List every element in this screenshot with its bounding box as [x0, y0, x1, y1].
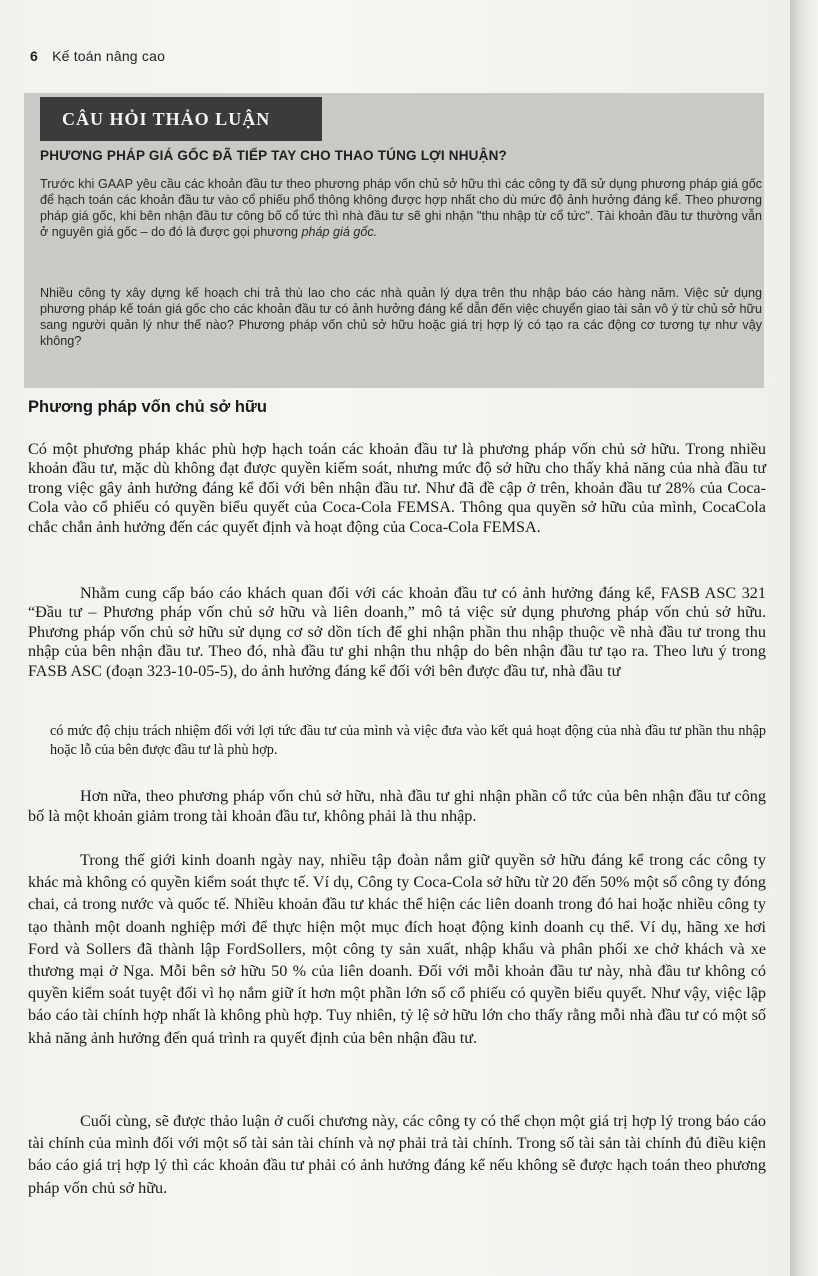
italic-term: pháp giá gốc.: [301, 225, 378, 239]
running-header: [30, 48, 165, 64]
body-paragraph-3: Hơn nữa, theo phương pháp vốn chủ sở hữu, nhà đầu tư ghi nhận phần cổ tức của bên nhận đầu tư công bố là một khoản giảm trong tài khoản đầu tư, không phải là thu nhập.: [28, 787, 766, 825]
body-paragraph-1: Có một phương pháp khác phù hợp hạch toán các khoản đầu tư là phương pháp vốn chủ sở hữu. Trong nhiều khoản đầu tư, mặc dù không đạt được quyền kiếm soát, nhưng mức độ sở hữu cho thấy khả năng của nhà đầu tư trong việc gây ảnh hưởng đáng kể đối với bên nhận đầu tư. Như đã đề cập ở trên, khoản đầu tư 28% của Coca-Cola vào cổ phiếu có quyền biểu quyết của Coca-Cola FEMSA. Thông qua quyền sở hữu của mình, CocaCola chắc chắn ảnh hưởng đến các quyết định và hoạt động của Coca-Cola FEMSA.: [28, 440, 766, 536]
page-number: 6: [30, 48, 38, 64]
book-title: Kế toán nâng cao: [52, 48, 166, 64]
body-paragraph-5: Cuối cùng, sẽ được thảo luận ở cuối chương này, các công ty có thể chọn một giá trị hợp lý trong báo cáo tài chính của mình đối với một số tài sản tài chính và nợ phải trả tài chính. Trong số tài sản tài chính đủ điều kiện báo cáo giá trị hợp lý thì các khoản đầu tư phải có ảnh hưởng đáng kể nếu không sẽ được hạch toán theo phương pháp vốn chủ sở hữu.: [28, 1112, 766, 1197]
body-paragraph-4: Trong thế giới kinh doanh ngày nay, nhiều tập đoàn nắm giữ quyền sở hữu đáng kể trong các công ty khác mà không có quyền kiểm soát thực tế. Ví dụ, Công ty Coca-Cola sở hữu từ 20 đến 50% một số công ty đóng chai, cả trong nước và quốc tế. Nhiều khoản đầu tư khác thể hiện các liên doanh trong đó hai hoặc nhiều công ty tạo thành một doanh nghiệp mới để thực hiện một mục đích hoạt động kinh doanh cụ thể. Ví dụ, hãng xe hơi Ford và Sollers đã thành lập FordSollers, một công ty sản xuất, nhập khẩu và phân phối xe chở khách và xe thương mại ở Nga. Mỗi bên sở hữu 50 % của liên doanh. Đối với mỗi khoản đầu tư này, nhà đầu tư không có quyền kiểm soát tuyệt đối vì họ nắm giữ ít hơn một phần lớn số cổ phiếu có quyền biểu quyết. Như vậy, việc lập báo cáo tài chính hợp nhất là không phù hợp. Tuy nhiên, tỷ lệ sở hữu lớn cho thấy rằng mỗi nhà đầu tư có một số khả năng ảnh hưởng đến quá trình ra quyết định của bên nhận đầu tư.: [28, 851, 766, 1047]
discussion-label: CÂU HỎI THẢO LUẬN: [40, 97, 322, 141]
discussion-paragraph-1: Trước khi GAAP yêu cầu các khoản đầu tư theo phương pháp vốn chủ sở hữu thì các công ty đã sử dụng phương pháp giá gốc để hạch toán các khoản đầu tư vào cổ phiếu phổ thông không được hợp nhất cho dù mức độ ảnh hưởng đáng kể. Theo phương pháp giá gốc, khi bên nhận đầu tư công bố cổ tức thì nhà đầu tư sẽ ghi nhận "thu nhập từ cổ tức". Tài khoản đầu tư thường vẫn ở nguyên giá gốc – do đó là được gọi phương pháp giá gốc.: [40, 177, 762, 239]
discussion-heading: PHƯƠNG PHÁP GIÁ GỐC ĐÃ TIẾP TAY CHO THAO TÚNG LỢI NHUẬN?: [40, 148, 507, 163]
body-paragraph-2: Nhằm cung cấp báo cáo khách quan đối với các khoản đầu tư có ảnh hưởng đáng kể, FASB ASC 321 “Đầu tư – Phương pháp vốn chủ sở hữu và liên doanh,” mô tả việc sử dụng phương pháp vốn chủ sở hữu. Phương pháp vốn chủ sở hữu sử dụng cơ sở dồn tích để ghi nhận phần thu nhập thuộc về nhà đầu tư trong thu nhập của bên nhận đầu tư. Theo đó, nhà đầu tư ghi nhận thu nhập do bên nhận đầu tư tạo ra. Theo lưu ý trong FASB ASC (đoạn 323-10-05-5), do ảnh hưởng đáng kể đối với bên được đầu tư, nhà đầu tư: [28, 584, 766, 680]
block-quote: có mức độ chịu trách nhiệm đối với lợi tức đầu tư của mình và việc đưa vào kết quả hoạt động của nhà đầu tư phần thu nhập hoặc lỗ của bên được đầu tư là phù hợp.: [50, 723, 766, 758]
page-edge: [790, 0, 818, 1276]
discussion-paragraph-2: Nhiều công ty xây dựng kế hoạch chi trả thù lao cho các nhà quản lý dựa trên thu nhập báo cáo hàng năm. Việc sử dụng phương pháp kế toán giá gốc cho các khoản đầu tư có ảnh hưởng đáng kể dẫn đến việc chuyển giao tài sản vô ý từ chủ sở hữu sang người quản lý như thế nào? Phương pháp vốn chủ sở hữu hoặc giá trị hợp lý có tạo ra các động cơ tương tự như vậy không?: [40, 286, 762, 348]
section-title: Phương pháp vốn chủ sở hữu: [28, 398, 267, 416]
